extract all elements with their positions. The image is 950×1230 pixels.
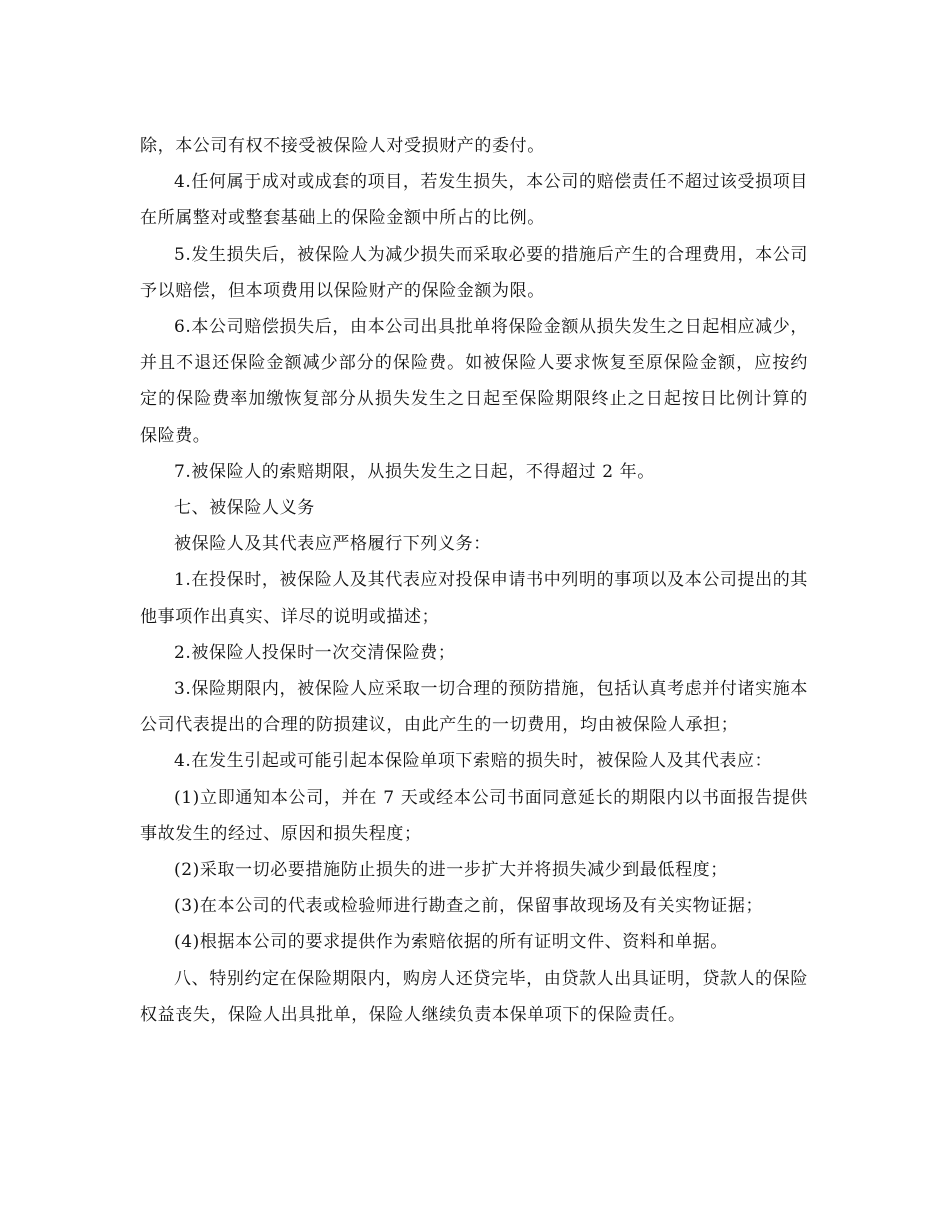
paragraph: 被保险人及其代表应严格履行下列义务：	[174, 534, 491, 555]
section-heading: 七、被保险人义务	[174, 498, 315, 519]
paragraph: 4.在发生引起或可能引起本保险单项下索赔的损失时，被保险人及其代表应：	[174, 751, 773, 772]
paragraph: 2.被保险人投保时一次交清保险费；	[174, 642, 456, 663]
paragraph: (3)在本公司的代表或检验师进行勘查之前，保留事故现场及有关实物证据；	[174, 896, 764, 917]
paragraph: (2)采取一切必要措施防止损失的进一步扩大并将损失减少到最低程度；	[174, 860, 728, 881]
paragraph: (4)根据本公司的要求提供作为索赔依据的所有证明文件、资料和单据。	[174, 932, 728, 953]
paragraph: 4.任何属于成对或成套的项目，若发生损失，本公司的赔偿责任不超过该受损项目在所属整对或整套基础上的保险金额中所占的比例。	[140, 172, 808, 229]
paragraph: 除，本公司有权不接受被保险人对受损财产的委付。	[140, 136, 545, 156]
paragraph: 3.保险期限内，被保险人应采取一切合理的预防措施，包括认真考虑并付诸实施本公司代表提出的合理的防损建议，由此产生的一切费用，均由被保险人承担；	[140, 679, 808, 736]
paragraph: 1.在投保时，被保险人及其代表应对投保申请书中列明的事项以及本公司提出的其他事项作出真实、详尽的说明或描述；	[140, 570, 808, 627]
section-heading: 八、特别约定在保险期限内，购房人还贷完毕，由贷款人出具证明，贷款人的保险权益丧失，保险人出具批单，保险人继续负责本保单项下的保险责任。	[140, 968, 808, 1025]
paragraph: (1)立即通知本公司，并在 7 天或经本公司书面同意延长的期限内以书面报告提供事故发生的经过、原因和损失程度；	[140, 787, 808, 844]
paragraph: 5.发生损失后，被保险人为减少损失而采取必要的措施后产生的合理费用，本公司予以赔偿，但本项费用以保险财产的保险金额为限。	[140, 244, 808, 301]
document-body	[140, 128, 808, 1033]
paragraph: 6.本公司赔偿损失后，由本公司出具批单将保险金额从损失发生之日起相应减少，并且不退还保险金额减少部分的保险费。如被保险人要求恢复至原保险金额，应按约定的保险费率加缴恢复部分从损失发生之日起至保险期限终止之日起按日比例计算的保险费。	[140, 317, 808, 446]
paragraph: 7.被保险人的索赔期限，从损失发生之日起，不得超过 2 年。	[174, 461, 655, 482]
